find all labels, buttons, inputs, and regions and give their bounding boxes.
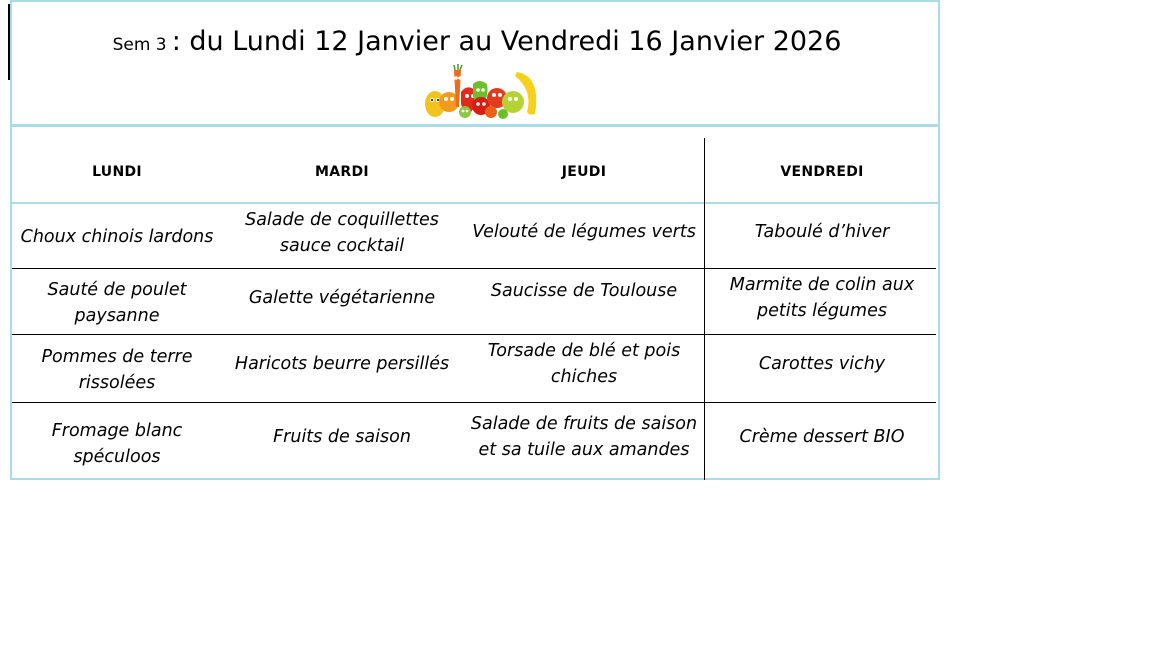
menu-item-vendredi-side: Carottes vichy [758,354,886,374]
row-divider [12,268,936,269]
menu-item-jeudi-side: Torsade de blé et pois chiches [487,341,681,387]
day-header-lundi: LUNDI [92,164,142,180]
day-header-vendredi: VENDREDI [780,164,864,180]
menu-item-vendredi-main: Marmite de colin aux petits légumes [729,275,915,321]
menu-item-mardi-starter: Salade de coquillettes sauce cocktail [245,210,439,256]
menu-item-mardi-side: Haricots beurre persillés [234,354,450,374]
menu-item-lundi-side: Pommes de terre rissolées [41,347,193,393]
menu-item-vendredi-starter: Taboulé d’hiver [754,222,890,242]
menu-item-jeudi-starter: Velouté de légumes verts [472,222,696,242]
menu-title [12,26,942,57]
right-accent [938,202,940,242]
row-divider [12,402,936,403]
header-separator [12,124,938,127]
menu-item-lundi-starter: Choux chinois lardons [20,227,214,247]
day-header-jeudi: JEUDI [561,164,607,180]
menu-item-mardi-dessert: Fruits de saison [273,427,411,447]
menu-item-mardi-main: Galette végétarienne [248,288,436,308]
menu-item-lundi-dessert: Fromage blanc spéculoos [51,421,183,467]
date-range: : du Lundi 12 Janvier au Vendredi 16 Janvier 2026 [171,26,842,57]
menu-frame [10,0,940,480]
menu-item-jeudi-dessert: Salade de fruits de saison et sa tuile aux amandes [470,414,698,460]
day-header-mardi: MARDI [315,164,369,180]
row-divider [12,334,936,335]
menu-item-vendredi-dessert: Crème dessert BIO [739,427,905,447]
menu-item-lundi-main: Sauté de poulet paysanne [47,280,187,326]
week-label: Sem 3 [112,35,167,55]
menu-item-jeudi-main: Saucisse de Toulouse [490,281,678,301]
fruit-vegetable-mascots-illustration [417,62,545,122]
column-divider [704,138,705,480]
